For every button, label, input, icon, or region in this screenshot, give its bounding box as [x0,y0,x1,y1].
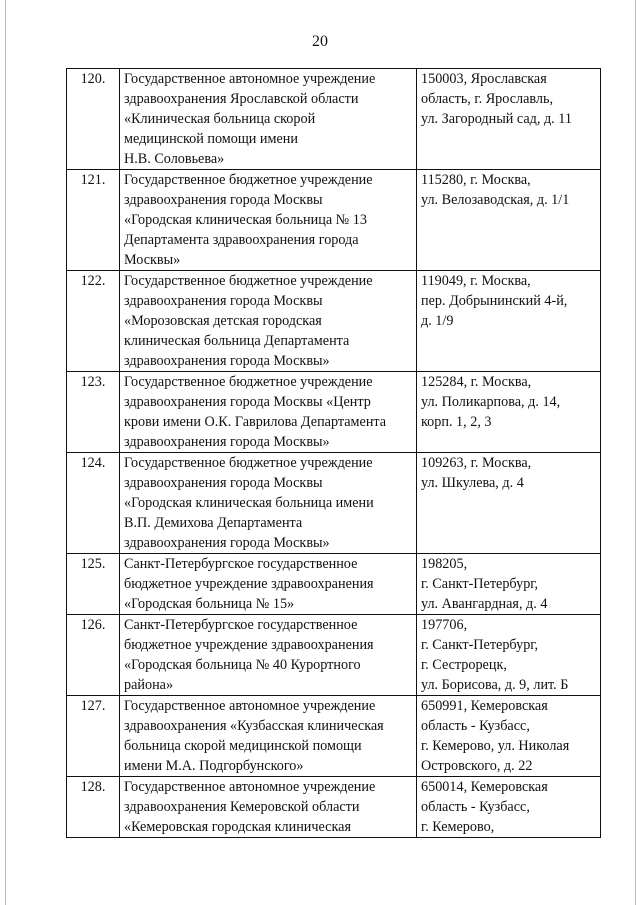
address-line: г. Сестрорецк, [421,657,507,673]
institution-name-line: «Кемеровская городская клиническая [124,819,351,835]
address-cell [417,271,601,372]
table-row [67,615,601,696]
institution-name-line: здравоохранения города Москвы» [124,434,330,450]
institution-name-line: «Морозовская детская городская [124,313,322,329]
address-line: 119049, г. Москва, [421,273,531,289]
institution-name-line: больница скорой медицинской помощи [124,738,362,754]
address-line: область - Кузбасс, [421,799,530,815]
institution-name-line: здравоохранения города Москвы [124,192,323,208]
address-line: ул. Загородный сад, д. 11 [421,111,572,127]
address-line: д. 1/9 [421,313,454,329]
table-row [67,271,601,372]
institutions-table [66,68,601,838]
address-cell [417,69,601,170]
row-number: 127. [67,696,120,777]
address-line: 197706, [421,617,468,633]
institution-name-line: здравоохранения Кемеровской области [124,799,360,815]
institution-name-cell [120,696,417,777]
institution-name-line: Государственное бюджетное учреждение [124,374,373,390]
institution-name-line: Государственное автономное учреждение [124,779,376,795]
row-number: 126. [67,615,120,696]
institution-name-line: здравоохранения города Москвы [124,475,323,491]
institution-name-line: «Городская клиническая больница имени [124,495,374,511]
address-line: ул. Авангардная, д. 4 [421,596,548,612]
address-line: г. Санкт-Петербург, [421,576,539,592]
institution-name-cell [120,170,417,271]
institution-name-line: «Клиническая больница скорой [124,111,316,127]
institution-name-line: Н.В. Соловьева» [124,151,225,167]
row-number: 128. [67,777,120,838]
scan-edge-left [5,0,6,905]
institution-name-line: Департамента здравоохранения города [124,232,359,248]
institution-name-line: Москвы» [124,252,181,268]
address-cell [417,554,601,615]
address-line: Островского, д. 22 [421,758,533,774]
institution-name-line: Государственное бюджетное учреждение [124,273,373,289]
institution-name-cell [120,777,417,838]
institution-name-line: «Городская больница № 15» [124,596,295,612]
address-line: 125284, г. Москва, [421,374,532,390]
institution-name-line: «Городская клиническая больница № 13 [124,212,367,228]
institution-name-line: Государственное автономное учреждение [124,698,376,714]
address-cell [417,453,601,554]
address-line: 650991, Кемеровская [421,698,548,714]
address-line: ул. Велозаводская, д. 1/1 [421,192,570,208]
address-line: 150003, Ярославская [421,71,547,87]
institution-name-cell [120,554,417,615]
row-number: 125. [67,554,120,615]
address-cell [417,696,601,777]
address-cell [417,777,601,838]
table-row [67,777,601,838]
page-number: 20 [312,33,328,50]
institution-name-line: здравоохранения Ярославской области [124,91,359,107]
address-line: область, г. Ярославль, [421,91,553,107]
institution-name-line: Государственное бюджетное учреждение [124,172,373,188]
address-line: г. Кемерово, ул. Николая [421,738,570,754]
table-row [67,69,601,170]
institution-name-line: здравоохранения города Москвы» [124,353,330,369]
institution-name-line: бюджетное учреждение здравоохранения [124,637,374,653]
address-line: область - Кузбасс, [421,718,530,734]
address-line: 650014, Кемеровская [421,779,548,795]
institution-name-line: В.П. Демихова Департамента [124,515,303,531]
address-line: г. Кемерово, [421,819,495,835]
row-number: 120. [67,69,120,170]
institution-name-line: крови имени О.К. Гаврилова Департамента [124,414,387,430]
institution-name-cell [120,69,417,170]
address-line: г. Санкт-Петербург, [421,637,539,653]
institution-name-cell [120,271,417,372]
institution-name-line: клиническая больница Департамента [124,333,350,349]
address-cell [417,615,601,696]
institution-name-line: Государственное бюджетное учреждение [124,455,373,471]
institution-name-line: здравоохранения города Москвы [124,293,323,309]
institution-name-cell [120,453,417,554]
address-line: ул. Борисова, д. 9, лит. Б [421,677,569,693]
address-cell [417,372,601,453]
address-line: пер. Добрынинский 4-й, [421,293,568,309]
address-line: 109263, г. Москва, [421,455,532,471]
institution-name-line: района» [124,677,174,693]
table-row [67,696,601,777]
institution-name-cell [120,615,417,696]
institution-name-line: имени М.А. Подгорбунского» [124,758,304,774]
institution-name-line: бюджетное учреждение здравоохранения [124,576,374,592]
row-number: 124. [67,453,120,554]
address-line: ул. Поликарпова, д. 14, [421,394,561,410]
scan-edge-right [635,0,636,905]
institution-name-line: здравоохранения «Кузбасская клиническая [124,718,384,734]
institution-name-line: Государственное автономное учреждение [124,71,376,87]
row-number: 123. [67,372,120,453]
institution-name-line: Санкт-Петербургское государственное [124,556,358,572]
institution-name-cell [120,372,417,453]
institution-name-line: медицинской помощи имени [124,131,298,147]
table-row [67,372,601,453]
address-line: ул. Шкулева, д. 4 [421,475,524,491]
table-row [67,170,601,271]
institution-name-line: Санкт-Петербургское государственное [124,617,358,633]
institution-name-line: здравоохранения города Москвы «Центр [124,394,371,410]
institution-name-line: здравоохранения города Москвы» [124,535,330,551]
address-line: корп. 1, 2, 3 [421,414,492,430]
table-row [67,453,601,554]
address-line: 198205, [421,556,468,572]
row-number: 122. [67,271,120,372]
table-row [67,554,601,615]
row-number: 121. [67,170,120,271]
address-cell [417,170,601,271]
address-line: 115280, г. Москва, [421,172,531,188]
institution-name-line: «Городская больница № 40 Курортного [124,657,361,673]
